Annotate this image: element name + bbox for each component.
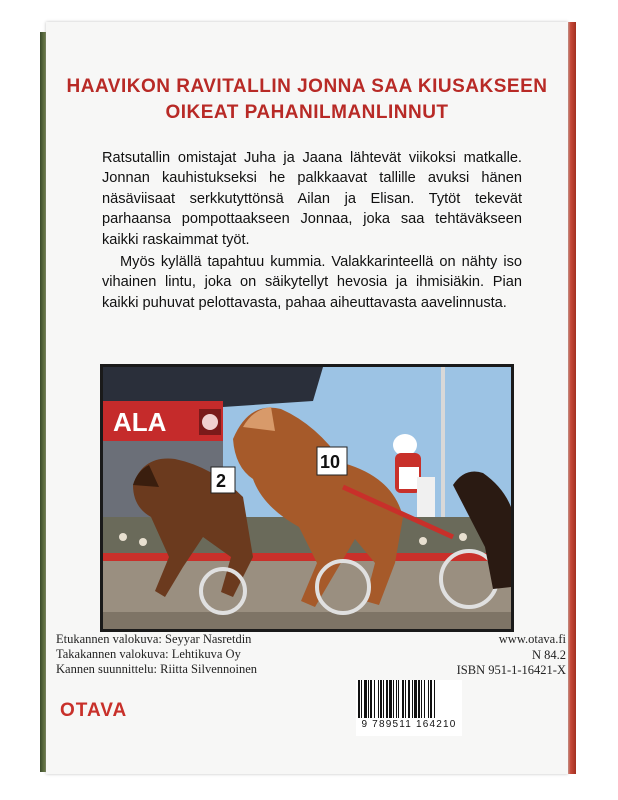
harness-racing-photo <box>100 364 514 632</box>
barcode-bar <box>364 680 367 720</box>
blurb-paragraph-2: Myös kylällä tapahtuu kummia. Valakkarinteellä on nähty iso vihainen lintu, joka on säikytellyt hevosia ja ihmisiäkin. Pian kaikki puhuvat pelottavasta, pahaa aiheuttavasta aavelinnusta. <box>102 254 522 311</box>
barcode-bar <box>386 680 388 720</box>
barcode-bar <box>434 680 435 720</box>
barcode-bar <box>389 680 392 720</box>
bib-number-10: 10 <box>320 452 341 472</box>
barcode-bar <box>405 680 406 720</box>
barcode-bar <box>430 680 432 720</box>
barcode-bar <box>412 680 413 720</box>
publisher-website: www.otava.fi <box>498 632 566 646</box>
credit-front-photo: Etukannen valokuva: Seyyar Nasretdin <box>56 632 252 646</box>
barcode-bar <box>414 680 417 720</box>
photo-credits <box>56 632 257 677</box>
stand-sign: ALA <box>113 407 167 437</box>
barcode-bar <box>378 680 379 720</box>
barcode-bar <box>358 680 360 720</box>
barcode-bar <box>421 680 422 720</box>
barcode-bar <box>361 680 362 720</box>
credit-back-photo: Takakannen valokuva: Lehtikuva Oy <box>56 647 241 661</box>
barcode-bar <box>424 680 425 720</box>
barcode-bar <box>428 680 429 720</box>
isbn: ISBN 951-1-16421-X <box>456 663 566 677</box>
barcode-bar <box>368 680 369 720</box>
headline-line-2: OIKEAT PAHANILMANLINNUT <box>165 102 449 123</box>
barcode-bar <box>402 680 404 720</box>
barcode-bar <box>408 680 410 720</box>
library-classification: N 84.2 <box>531 647 566 662</box>
barcode-bar <box>380 680 382 720</box>
barcode-bar <box>398 680 399 720</box>
barcode-bar <box>383 680 384 720</box>
cover-headline <box>46 74 568 126</box>
photo-illustration <box>103 367 511 629</box>
blurb-paragraph-1: Ratsutallin omistajat Juha ja Jaana lähtevät viikoksi matkalle. Jonnan kauhistukseksi he palkkaavat tallille avuksi hänen näsäviisaat serkkutyttönsä Ailan ja Elisan. Tytöt tekevät parhaansa pompottaakseen Jonnaa, joka saa tehtäväkseen kaikki raskaimmat työt. <box>102 150 522 248</box>
barcode-bar <box>396 680 397 720</box>
barcode-bar <box>393 680 394 720</box>
publisher-info <box>457 632 566 679</box>
barcode-bars <box>356 680 462 720</box>
barcode-bar <box>370 680 372 720</box>
barcode-digits: 9 789511 164210 <box>356 718 462 731</box>
barcode-bar <box>374 680 375 720</box>
bib-number-2: 2 <box>216 471 227 491</box>
credit-design: Kannen suunnittelu: Riitta Silvennoinen <box>56 662 258 676</box>
barcode-bar <box>418 680 420 720</box>
headline-line-1: HAAVIKON RAVITALLIN JONNA SAA KIUSAKSEEN <box>66 76 548 97</box>
blurb-text <box>102 148 522 313</box>
otava-logo: OTAVA <box>60 700 128 721</box>
